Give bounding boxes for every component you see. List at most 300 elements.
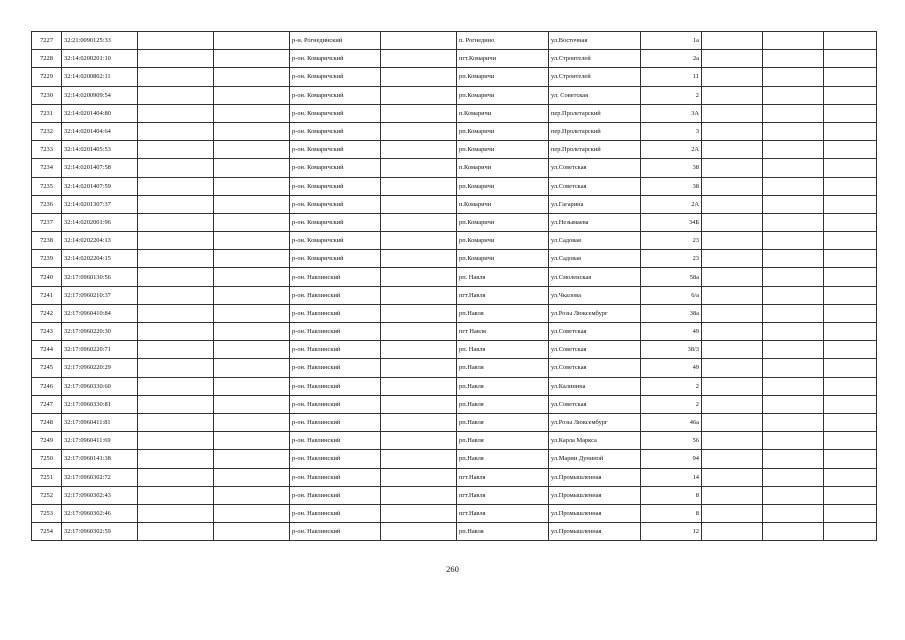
table-row [32,341,877,359]
table-row [32,122,877,140]
empty-cell [381,213,457,231]
locality-cell: пгт Навля [457,323,549,341]
empty-cell [763,213,824,231]
empty-cell [763,159,824,177]
street-cell: ул.Марии Дуниной [549,450,641,468]
empty-cell [702,304,763,322]
empty-cell [763,504,824,522]
empty-cell [381,468,457,486]
empty-cell [702,468,763,486]
cadastral-number: 32:14:0201407:59 [62,177,138,195]
locality-cell: рп.Комаричи [457,232,549,250]
cadastral-number: 32:17:0960302:72 [62,468,138,486]
house-number: 94 [641,450,702,468]
empty-cell [702,177,763,195]
empty-cell [214,395,290,413]
empty-cell [763,304,824,322]
empty-cell [763,486,824,504]
district-cell: р-он. Навлинский [290,450,381,468]
table-row [32,195,877,213]
district-cell: р-он. Навлинский [290,304,381,322]
street-cell: ул.Промышленная [549,523,641,541]
table-row [32,523,877,541]
house-number: 2 [641,86,702,104]
empty-cell [138,141,214,159]
empty-cell [702,286,763,304]
empty-cell [381,486,457,504]
district-cell: р-он. Навлинский [290,504,381,522]
cadastral-number: 32:14:0201404:80 [62,104,138,122]
empty-cell [763,177,824,195]
row-number: 7237 [32,213,62,231]
empty-cell [138,50,214,68]
cadastral-number: 32:17:0960220:29 [62,359,138,377]
street-cell: ул.Строителей [549,50,641,68]
cadastral-number: 32:14:0201405:53 [62,141,138,159]
row-number: 7251 [32,468,62,486]
empty-cell [763,450,824,468]
empty-cell [138,32,214,50]
empty-cell [702,250,763,268]
row-number: 7252 [32,486,62,504]
empty-cell [824,450,877,468]
empty-cell [381,232,457,250]
empty-cell [763,395,824,413]
table-row [32,323,877,341]
row-number: 7248 [32,413,62,431]
empty-cell [824,377,877,395]
empty-cell [381,413,457,431]
locality-cell: пгт.Комаричи [457,50,549,68]
row-number: 7236 [32,195,62,213]
street-cell: ул.Гагарина [549,195,641,213]
street-cell: ул.Промышленная [549,486,641,504]
row-number: 7241 [32,286,62,304]
street-cell: ул.Незымаева [549,213,641,231]
locality-cell: рп.Навля [457,359,549,377]
empty-cell [381,341,457,359]
street-cell: ул.Розы Люксембург [549,413,641,431]
table-row [32,232,877,250]
empty-cell [214,432,290,450]
empty-cell [702,141,763,159]
locality-cell: рп.Навля [457,395,549,413]
street-cell: ул.Карла Маркса [549,432,641,450]
locality-cell: рп.Навля [457,523,549,541]
house-number: 3 [641,122,702,140]
empty-cell [763,141,824,159]
street-cell: ул.Промышленная [549,468,641,486]
district-cell: р-он. Навлинский [290,359,381,377]
house-number: 2 [641,377,702,395]
locality-cell: рп.Навля [457,377,549,395]
street-cell: ул.Промышленная [549,504,641,522]
street-cell: ул.Советская [549,323,641,341]
empty-cell [138,177,214,195]
empty-cell [138,268,214,286]
house-number: 14 [641,468,702,486]
row-number: 7242 [32,304,62,322]
empty-cell [214,122,290,140]
locality-cell: рп.Комаричи [457,86,549,104]
empty-cell [138,195,214,213]
empty-cell [214,86,290,104]
table-row [32,504,877,522]
cadastral-number: 32:17:0960410:84 [62,304,138,322]
row-number: 7238 [32,232,62,250]
empty-cell [138,523,214,541]
empty-cell [824,523,877,541]
street-cell: пер.Пролетарский [549,104,641,122]
empty-cell [381,141,457,159]
district-cell: р-он. Комаричский [290,122,381,140]
empty-cell [824,32,877,50]
district-cell: р-он. Комаричский [290,50,381,68]
empty-cell [763,232,824,250]
empty-cell [824,468,877,486]
cadastral-number: 32:17:0960130:56 [62,268,138,286]
empty-cell [381,304,457,322]
empty-cell [214,304,290,322]
table-row [32,86,877,104]
page-number: 260 [446,564,459,574]
street-cell: ул.Садовая [549,232,641,250]
register-table [31,31,877,541]
empty-cell [824,504,877,522]
empty-cell [824,177,877,195]
cadastral-number: 32:17:0960210:37 [62,286,138,304]
empty-cell [763,32,824,50]
table-row [32,377,877,395]
street-cell: ул.Розы Люксембург [549,304,641,322]
empty-cell [138,232,214,250]
empty-cell [214,413,290,431]
house-number: 8 [641,504,702,522]
empty-cell [381,159,457,177]
empty-cell [214,195,290,213]
empty-cell [381,450,457,468]
empty-cell [824,68,877,86]
empty-cell [381,177,457,195]
empty-cell [763,523,824,541]
empty-cell [824,486,877,504]
street-cell: ул.Советская [549,341,641,359]
locality-cell: рп.Комаричи [457,177,549,195]
table-row [32,159,877,177]
locality-cell: рп.Навля [457,450,549,468]
row-number: 7244 [32,341,62,359]
empty-cell [138,504,214,522]
locality-cell: рп.Навля [457,432,549,450]
empty-cell [214,177,290,195]
empty-cell [702,504,763,522]
empty-cell [214,250,290,268]
cadastral-number: 32:14:0201307:37 [62,195,138,213]
district-cell: р-он. Комаричский [290,68,381,86]
empty-cell [381,504,457,522]
street-cell: пер.Пролетарский [549,141,641,159]
empty-cell [702,359,763,377]
empty-cell [824,213,877,231]
locality-cell: п.Комаричи [457,104,549,122]
empty-cell [824,395,877,413]
cadastral-number: 32:17:0960302:59 [62,523,138,541]
empty-cell [138,86,214,104]
empty-cell [824,341,877,359]
district-cell: р-он. Комаричский [290,250,381,268]
empty-cell [763,341,824,359]
row-number: 7233 [32,141,62,159]
empty-cell [702,86,763,104]
table-row [32,50,877,68]
empty-cell [702,195,763,213]
empty-cell [824,195,877,213]
empty-cell [138,286,214,304]
district-cell: р-он. Навлинский [290,268,381,286]
empty-cell [214,286,290,304]
locality-cell: рп.Навля [457,304,549,322]
table-row [32,141,877,159]
locality-cell: п. Рогнедино [457,32,549,50]
street-cell: ул.Садовая [549,250,641,268]
empty-cell [824,413,877,431]
street-cell: ул.Советская [549,177,641,195]
empty-cell [214,159,290,177]
street-cell: ул.Строителей [549,68,641,86]
empty-cell [824,432,877,450]
empty-cell [763,50,824,68]
district-cell: р-н. Рогнединский [290,32,381,50]
empty-cell [381,32,457,50]
row-number: 7247 [32,395,62,413]
house-number: 38 [641,177,702,195]
empty-cell [824,359,877,377]
empty-cell [214,213,290,231]
table-row [32,68,877,86]
empty-cell [702,50,763,68]
empty-cell [138,68,214,86]
empty-cell [702,413,763,431]
empty-cell [214,50,290,68]
district-cell: р-он. Комаричский [290,159,381,177]
empty-cell [381,395,457,413]
empty-cell [824,286,877,304]
row-number: 7232 [32,122,62,140]
row-number: 7254 [32,523,62,541]
house-number: 38а [641,304,702,322]
empty-cell [138,486,214,504]
empty-cell [702,323,763,341]
locality-cell: п.Комаричи [457,159,549,177]
empty-cell [214,486,290,504]
table-row [32,268,877,286]
empty-cell [763,377,824,395]
table-row [32,250,877,268]
empty-cell [763,268,824,286]
cadastral-number: 32:14:0200201:10 [62,50,138,68]
house-number: 2А [641,141,702,159]
street-cell: ул.Советская [549,395,641,413]
empty-cell [702,268,763,286]
cadastral-number: 32:14:0202204:15 [62,250,138,268]
cadastral-number: 32:17:0960141:38 [62,450,138,468]
house-number: 12 [641,523,702,541]
cadastral-number: 32:17:0960220:30 [62,323,138,341]
district-cell: р-он. Комаричский [290,232,381,250]
empty-cell [381,323,457,341]
row-number: 7243 [32,323,62,341]
table-row [32,450,877,468]
empty-cell [763,286,824,304]
empty-cell [702,432,763,450]
house-number: 49 [641,323,702,341]
cadastral-number: 32:17:0960330:60 [62,377,138,395]
empty-cell [702,450,763,468]
empty-cell [763,86,824,104]
empty-cell [824,141,877,159]
locality-cell: пгт.Навля [457,468,549,486]
district-cell: р-он. Комаричский [290,213,381,231]
empty-cell [824,86,877,104]
district-cell: р-он. Комаричский [290,141,381,159]
empty-cell [763,122,824,140]
district-cell: р-он. Навлинский [290,395,381,413]
empty-cell [138,450,214,468]
street-cell: ул.Калинина [549,377,641,395]
empty-cell [824,323,877,341]
table-row [32,432,877,450]
empty-cell [138,432,214,450]
house-number: 38 [641,159,702,177]
empty-cell [138,341,214,359]
house-number: 23 [641,232,702,250]
empty-cell [138,323,214,341]
empty-cell [214,68,290,86]
house-number: 2а [641,50,702,68]
table-row [32,104,877,122]
house-number: 8 [641,486,702,504]
empty-cell [702,341,763,359]
empty-cell [381,250,457,268]
empty-cell [702,68,763,86]
empty-cell [824,250,877,268]
locality-cell: пгт.Навля [457,504,549,522]
empty-cell [381,359,457,377]
cadastral-number: 32:17:0960302:46 [62,504,138,522]
row-number: 7230 [32,86,62,104]
empty-cell [824,122,877,140]
table-row [32,177,877,195]
empty-cell [214,377,290,395]
locality-cell: рп.Комаричи [457,68,549,86]
empty-cell [214,268,290,286]
locality-cell: рп.Комаричи [457,141,549,159]
district-cell: р-он. Навлинский [290,286,381,304]
district-cell: р-он. Комаричский [290,195,381,213]
cadastral-number: 32:21:0090125:33 [62,32,138,50]
empty-cell [381,268,457,286]
cadastral-number: 32:14:0200802:11 [62,68,138,86]
cadastral-number: 32:17:0960411:81 [62,413,138,431]
empty-cell [138,395,214,413]
empty-cell [214,359,290,377]
cadastral-number: 32:14:0200909:54 [62,86,138,104]
street-cell: ул.Советская [549,359,641,377]
row-number: 7228 [32,50,62,68]
empty-cell [381,377,457,395]
empty-cell [702,395,763,413]
street-cell: ул.Советская [549,159,641,177]
empty-cell [702,377,763,395]
empty-cell [381,104,457,122]
cadastral-number: 32:17:0960220:71 [62,341,138,359]
empty-cell [763,104,824,122]
cadastral-number: 32:14:0201407:58 [62,159,138,177]
house-number: 23 [641,250,702,268]
empty-cell [763,432,824,450]
empty-cell [702,104,763,122]
row-number: 7240 [32,268,62,286]
locality-cell: рп. Навля [457,268,549,286]
empty-cell [138,468,214,486]
empty-cell [702,159,763,177]
empty-cell [763,323,824,341]
empty-cell [824,304,877,322]
row-number: 7235 [32,177,62,195]
empty-cell [381,86,457,104]
street-cell: ул. Советская [549,86,641,104]
empty-cell [138,359,214,377]
table-row [32,359,877,377]
row-number: 7227 [32,32,62,50]
district-cell: р-он. Комаричский [290,86,381,104]
empty-cell [763,468,824,486]
table-row [32,286,877,304]
row-number: 7231 [32,104,62,122]
empty-cell [824,159,877,177]
empty-cell [214,104,290,122]
empty-cell [824,104,877,122]
cadastral-number: 32:14:0202001:96 [62,213,138,231]
row-number: 7234 [32,159,62,177]
district-cell: р-он. Комаричский [290,104,381,122]
house-number: 38/3 [641,341,702,359]
empty-cell [702,32,763,50]
table-row [32,413,877,431]
empty-cell [381,195,457,213]
house-number: 3А [641,104,702,122]
empty-cell [824,268,877,286]
empty-cell [381,50,457,68]
house-number: 56 [641,432,702,450]
table-row [32,395,877,413]
empty-cell [763,250,824,268]
street-cell: пер.Пролетарский [549,122,641,140]
locality-cell: пгт.Навля [457,286,549,304]
row-number: 7229 [32,68,62,86]
row-number: 7250 [32,450,62,468]
empty-cell [138,122,214,140]
empty-cell [824,50,877,68]
empty-cell [381,432,457,450]
empty-cell [138,377,214,395]
cadastral-number: 32:14:0201404:64 [62,122,138,140]
district-cell: р-он. Навлинский [290,323,381,341]
locality-cell: рп.Комаричи [457,122,549,140]
district-cell: р-он. Навлинский [290,341,381,359]
locality-cell: пгт.Навля [457,486,549,504]
empty-cell [763,68,824,86]
